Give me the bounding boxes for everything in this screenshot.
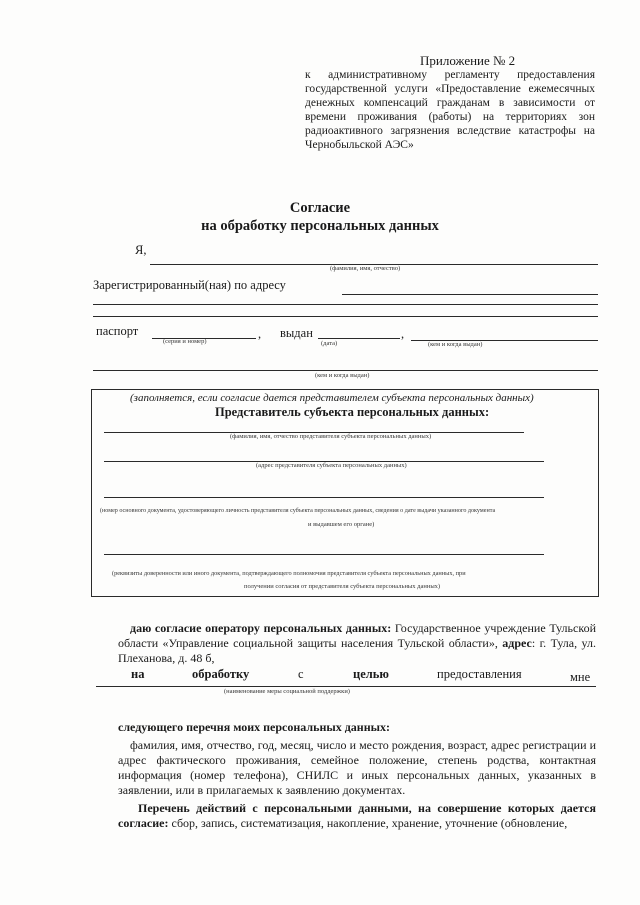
series-caption: (серия и номер) bbox=[163, 338, 207, 345]
word-processing: обработку bbox=[192, 667, 250, 681]
title-line-2: на обработку персональных данных bbox=[201, 218, 439, 234]
document-title bbox=[0, 199, 640, 235]
address-line-3[interactable] bbox=[93, 316, 598, 317]
list-title: следующего перечня моих персональных данных: bbox=[118, 720, 391, 734]
registered-label: Зарегистрированный(ная) по адресу bbox=[93, 278, 286, 292]
address-line-1[interactable] bbox=[342, 294, 598, 295]
consent-operator: Государственное учреждение Тульской области «Управление социальной защиты населения Тульской области», bbox=[118, 621, 596, 650]
representative-note: (заполняется, если согласие дается представителем субъекта персональных данных) bbox=[130, 392, 534, 404]
representative-box bbox=[91, 389, 599, 597]
comma-2: , bbox=[401, 327, 405, 341]
rep-fio-caption: (фамилия, имя, отчество представителя субъекта персональных данных) bbox=[230, 433, 432, 440]
word-providing: предоставления bbox=[437, 667, 522, 681]
fio-caption: (фамилия, имя, отчество) bbox=[330, 265, 401, 272]
word-na: на bbox=[131, 667, 145, 681]
representative-title: Представитель субъекта персональных данных: bbox=[215, 405, 490, 419]
actions-paragraph bbox=[118, 801, 596, 831]
issuer-caption-2: (кем и когда выдан) bbox=[315, 372, 370, 379]
address-line-2[interactable] bbox=[93, 304, 598, 305]
consent-paragraph bbox=[118, 621, 596, 666]
actions-rest: сбор, запись, систематизация, накопление, хранение, уточнение (обновление, bbox=[168, 816, 568, 830]
list-body: фамилия, имя, отчество, год, месяц, число и место рождения, возраст, адрес регистрации и адрес фактического проживания, семейное положение, степень родства, контактная информация (номер телефона), СНИЛС и иных персональных данных, указанных в заявлении, или в прилагаемых к заявлению документах. bbox=[118, 738, 596, 797]
rep-address-caption: (адрес представителя субъекта персональных данных) bbox=[256, 462, 407, 469]
word-s: с bbox=[298, 667, 304, 681]
issue-date-line[interactable] bbox=[318, 338, 400, 339]
title-line-1: Согласие bbox=[289, 200, 351, 216]
rep-authority-caption-2: получении согласия от представителя субъекта персональных данных) bbox=[244, 583, 441, 590]
issued-label: выдан bbox=[280, 326, 313, 340]
date-caption: (дата) bbox=[321, 340, 338, 347]
consent-address-label: адрес bbox=[497, 636, 532, 650]
support-caption: (наименование меры социальной поддержки) bbox=[224, 688, 350, 695]
comma-1: , bbox=[258, 327, 262, 341]
passport-label: паспорт bbox=[96, 324, 139, 338]
issuer-line-2[interactable] bbox=[93, 370, 598, 371]
word-purpose: целью bbox=[353, 667, 389, 681]
word-me: мне bbox=[570, 670, 591, 684]
rep-document-line[interactable] bbox=[104, 497, 544, 498]
rep-document-caption-2: и выдавшем его органе) bbox=[308, 521, 375, 528]
i-label: Я, bbox=[135, 243, 147, 257]
support-line[interactable] bbox=[96, 686, 596, 687]
appendix-title: Приложение № 2 bbox=[420, 53, 516, 68]
consent-lead: даю согласие оператору персональных данных: bbox=[130, 621, 392, 635]
rep-authority-caption-1: (реквизиты доверенности или иного документа, подтверждающего полномочия представителя субъекта персональных данных, при bbox=[112, 570, 466, 577]
consent-address: : г. Тула, ул. Плеханова, д. 48 б, bbox=[118, 636, 596, 665]
issuer-caption: (кем и когда выдан) bbox=[428, 341, 483, 348]
actions-lead: Перечень действий с персональными данными, на совершение которых дается согласие: bbox=[118, 801, 596, 830]
rep-document-caption-1: (номер основного документа, удостоверяющего личность представителя субъекта персональных данных, сведения о дате выдачи указанного документа bbox=[100, 508, 496, 514]
appendix-reference: к административному регламенту предоставления государственной услуги «Предоставление ежемесячных денежных компенсаций гражданам в зависимости от времени проживания (работы) на территориях зон радиоактивного загрязнения вследствие катастрофы на Чернобыльской АЭС» bbox=[305, 69, 595, 151]
rep-authority-line[interactable] bbox=[104, 554, 544, 555]
